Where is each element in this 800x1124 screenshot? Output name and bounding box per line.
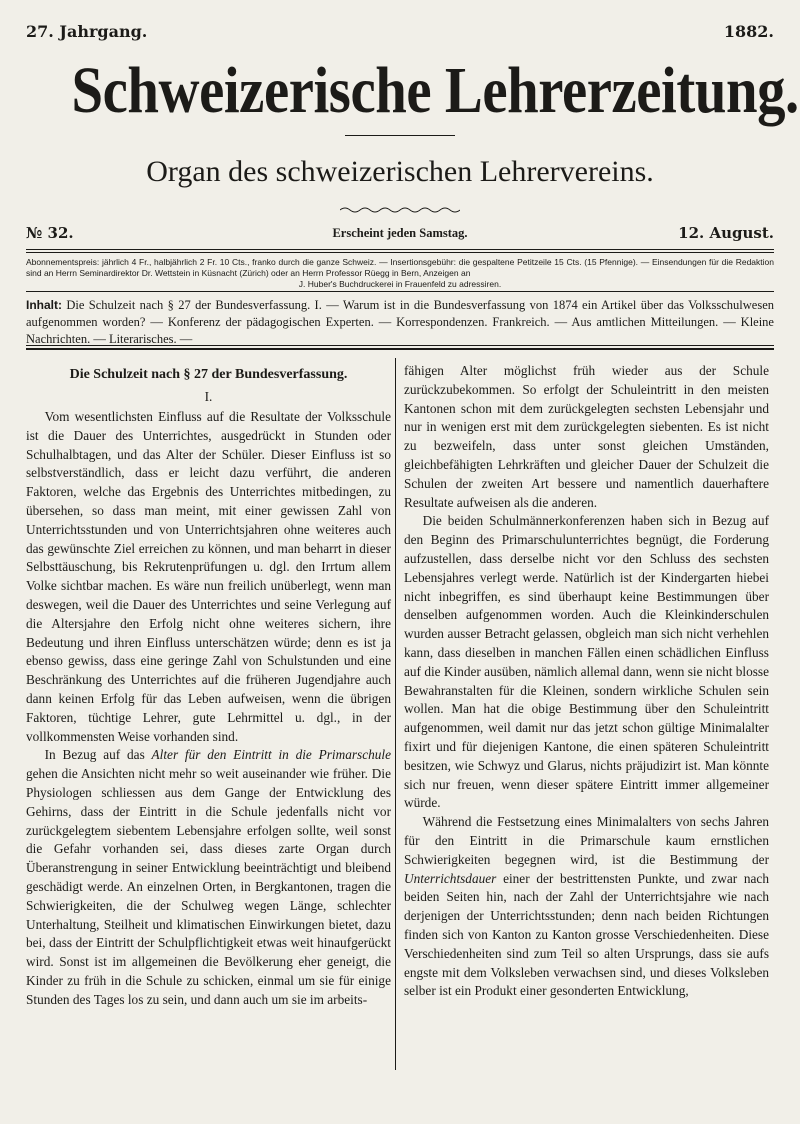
article-column-right [404,362,769,1076]
divider-rule [26,252,774,253]
subscription-line-1: Abonnementspreis: jährlich 4 Fr., halbjährlich 2 Fr. 10 Cts., franko durch die ganze Schweiz. — Insertionsgebühr: die gespaltene Petitzeile 15 Cts. (15 Pfennige). — [26,257,650,267]
article-section: I. [204,389,213,404]
divider-rule [26,291,774,292]
column-divider [395,358,396,1070]
issue-number: № 32. [26,224,74,242]
issue-date: 12. August. [678,224,774,242]
table-of-contents [26,297,774,348]
subscription-info [26,257,774,290]
divider-rule [26,345,774,346]
divider-rule [26,348,774,350]
contents-text: Die Schulzeit nach § 27 der Bundesverfassung. I. — Warum ist in die Bundesverfassung von 1874 ein Artikel über das Volksschulwesen aufgenommen worden? — Konferenz der pädagogischen Experten. — Korrespondenzen. Frankreich. — Aus amtlichen Mitteilungen. — Kleine Nachrichten. — Literarisches. — [26,298,775,346]
subscription-line-2: Einsendungen für die Redaktion sind an Herrn Seminardirektor Dr. Wettstein in Küsnacht (Zürich) oder an Herrn Professor Rüegg in Bern, Anzeigen an [26,257,774,278]
subscription-line-3: J. Huber's Buchdruckerei in Frauenfeld zu adressiren. [298,279,502,289]
paragraph: Während die Festsetzung eines Minimalalters von sechs Jahren für den Eintritt in die Primarschule kaum ernstlichen Schwierigkeiten begegnen wird, ist die Bestimmung der Unterrichtsdauer einer der bestrittensten Punkte, und zwar nach beiden Seiten hin, nach der Zahl der Unterrichtsjahre wie nach derjenigen der Unterrichtsstunden; denn nach beiden Richtungen finden sich von Kanton zu Kanton grosse Verschiedenheiten. Diese Verschiedenheiten sind zum Teil so alten Ursprungs, dass sie aufs engste mit dem Volksleben verwachsen sind, und dieses Volksleben selber ist ein Produkt einer gesonderten Entwicklung, [404,814,769,999]
contents-label: Inhalt: [26,298,62,312]
divider-rule [26,249,774,250]
emphasis: Unterrichtsdauer [404,870,497,886]
article-title: Die Schulzeit nach § 27 der Bundesverfassung. [69,367,348,382]
paragraph: In Bezug auf das Alter für den Eintritt in die Primarschule gehen die Ansichten nicht mehr so weit auseinander wie früher. Die Physiologen schliessen aus dem Gange der Entwicklung des Gehirns, dass der Eintritt in die Schule jedenfalls nicht vor zurückgelegtem siebentem Lebensjahre erfolgen sollte, weil sonst die Gefahr vorhanden sei, dass dieses zarte Organ durch Überanstrengung in seiner Entwicklung beeinträchtigt und bleibend geschädigt werde. An einzelnen Orten, in Bergkantonen, tragen die Schwierigkeiten, die der Schulweg wegen Länge, schlechter Unterhaltung, Steilheit und klimatischen Einwirkungen bietet, dazu bei, dass der Eintritt der Schulpflichtigkeit etwas weit hinaufgerückt wird. Sonst ist im allgemeinen die Bevölkerung eher geneigt, die Kinder zu früh in die Schule zu schicken, einmal um sie für einige Stunden des Tages los zu sein, und dann auch um sie im arbeits- [26,747,392,1007]
emphasis: Alter für den Eintritt in die Primarschule [151,747,392,763]
subtitle: Organ des schweizerischen Lehrervereins. [146,155,654,188]
volume-label: 27. Jahrgang. [26,22,148,41]
ornament-squiggle [340,204,460,216]
paragraph: fähigen Alter möglichst früh wieder aus der Schule zurückzubekommen. So erfolgt der Schuleintritt in den meisten Kantonen schon mit dem zurückgelegten sechsten Lebensjahr und nur in wenigen erst mit dem zurückgelegten siebenten. Es ist nicht zu bezweifeln, dass unter sonst gleichen Umständen, gleichbefähigten Lehrkräften und gleicher Dauer der Schulzeit die Schulen der zweiten Art bessere und namentlich dauerhaftere Resultate aufweisen als die anderen. [404,363,769,510]
year-label: 1882. [723,22,774,41]
issue-row [26,224,774,246]
top-line [26,22,774,46]
masthead-rule [345,135,455,136]
paragraph: Vom wesentlichsten Einfluss auf die Resultate der Volksschule ist die Dauer des Unterrichtes, ausgedrückt in Stunden oder Schulhalbtagen, und das Alter der Schüler. Dieser Einfluss ist so selbstverständlich, dass er leicht dazu verführt, die anderen Faktoren, welche das Ergebnis des Unterrichtes mitbedingen, zu übersehen, so dass man meint, mit einer gewissen Zahl von Unterrichtsstunden und von Unterrichtsjahren ohne weiteres auch das gewünschte Ziel erreichen zu können, und man beharrt in dieser Selbsttäuschung, bis Rekrutenprüfungen u. dgl. den Irrtum allem Volke sichtbar machen. Es wäre nun freilich unüberlegt, wenn man deswegen, weil die Dauer des Unterrichtes und seine Verlegung auf die Altersjahre den Erfolg nicht ohne weiteres sichern, ihre Bedeutung und ihren Einfluss unterschätzen würde; denn es ist ja ebenso gewiss, dass eine geringe Zahl von Schulstunden und eine Beschränkung des Unterrichtes auf die früheren Jugendjahre auch dann keinen Erfolg für das Leben aufweisen, wenn die übrigen Faktoren, tüchtige Lehrer, gute Lehrmittel u. dgl., in der vollkommensten Weise vorhanden sind. [26,409,391,744]
article-column-left [26,362,391,1076]
frequency-label: Erscheint jeden Samstag. [332,226,468,240]
paragraph: Die beiden Schulmännerkonferenzen haben sich in Bezug auf den Beginn des Primarschulunterrichtes begnügt, die Forderung aufzustellen, dass derselbe nicht vor den Schluss des sechsten Lebensjahres verlegt werde. Natürlich ist der Kindergarten hiebei nicht inbegriffen, es sind überhaupt keine Bestimmungen über denselben aufgenommen worden. Auch die Kleinkinderschulen wurden ausser Betracht gelassen, obgleich man sich nicht verhehlen kann, dass dieselben in manchen Fällen einen schädlichen Einfluss auf die Kinder ausüben, nämlich allemal dann, wenn sie nicht blosse Bewahranstalten für die Kleinen, sondern wirkliche Schulen sein wollen. Man hat die obige Bestimmung über den Schuleintritt aufgenommen, weil damit nur das jetzt schon gültige Minimalalter fixirt und für diejenigen Kantone, die einen späteren Schuleintritt besitzen, wie Schwyz und Glarus, nichts präjudizirt ist. Man könnte sich nur freuen, wenn dieser spätere Eintritt immer allgemeiner würde. [404,513,769,811]
masthead-title: Schweizerische Lehrerzeitung. [71,54,799,127]
